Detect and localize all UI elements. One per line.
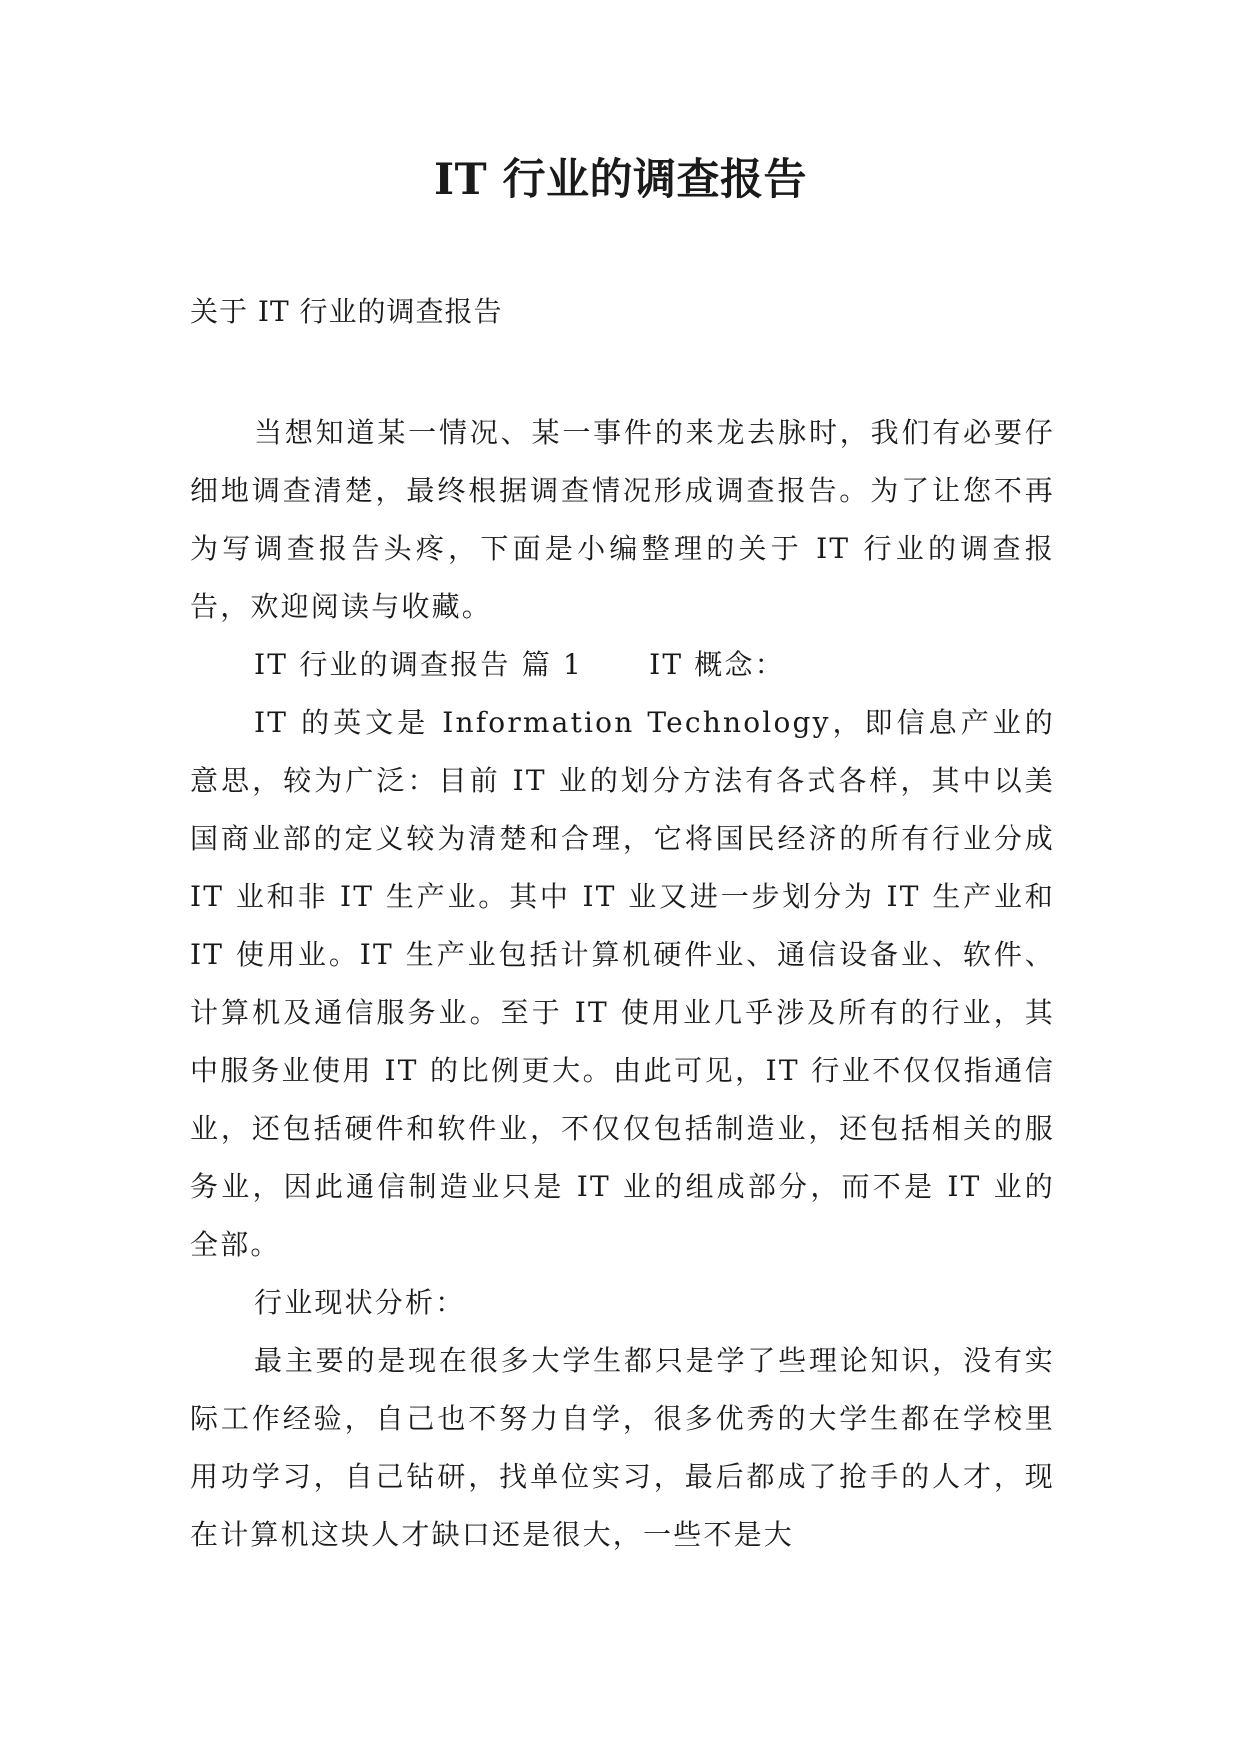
document-subtitle: 关于 IT 行业的调查报告 <box>190 295 503 328</box>
section-subheading: IT 概念： <box>649 648 785 681</box>
industry-status-heading: 行业现状分析： <box>254 1286 466 1319</box>
section-heading: IT 行业的调查报告 篇 1 <box>254 648 584 681</box>
document-body <box>190 404 1055 1564</box>
industry-status-paragraph: 最主要的是现在很多大学生都只是学了些理论知识，没有实际工作经验，自己也不努力自学，很多优秀的大学生都在学校里用功学习，自己钻研，找单位实习，最后都成了抢手的人才，现在计算机这块人才缺口还是很大，一些不是大 <box>190 1344 1055 1551</box>
it-concept-paragraph: IT 的英文是 Information Technology，即信息产业的意思，较为广泛：目前 IT 业的划分方法有各式各样，其中以美国商业部的定义较为清楚和合理，它将国民经济的所有行业分成 IT 业和非 IT 生产业。其中 IT 业又进一步划分为 IT 生产业和 IT 使用业。IT 生产业包括计算机硬件业、通信设备业、软件、计算机及通信服务业。至于 IT 使用业几乎涉及所有的行业，其中服务业使用 IT 的比例更大。由此可见，IT 行业不仅仅指通信业，还包括硬件和软件业，不仅仅包括制造业，还包括相关的服务业，因此通信制造业只是 IT 业的组成部分，而不是 IT 业的全部。 <box>190 706 1055 1261</box>
intro-paragraph: 当想知道某一情况、某一事件的来龙去脉时，我们有必要仔细地调查清楚，最终根据调查情况形成调查报告。为了让您不再为写调查报告头疼，下面是小编整理的关于 IT 行业的调查报告，欢迎阅读与收藏。 <box>190 416 1055 623</box>
section-heading-line <box>190 636 1055 694</box>
document-title: IT 行业的调查报告 <box>433 155 808 205</box>
